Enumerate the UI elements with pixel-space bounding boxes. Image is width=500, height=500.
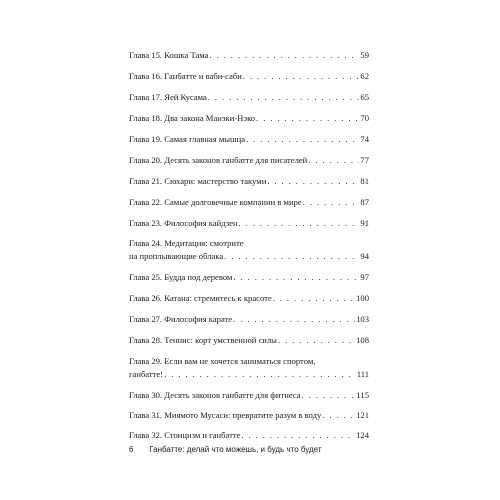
dot-leader (224, 251, 359, 262)
dot-leader (278, 335, 355, 346)
toc-entry (129, 314, 369, 325)
toc-entry (129, 71, 369, 82)
page-number: 59 (360, 50, 369, 60)
page-number: 74 (360, 134, 369, 144)
chapter-title: Глава 23. Философия кайдзен (129, 218, 238, 228)
page-number: 115 (356, 390, 369, 400)
page-number: 65 (360, 92, 369, 102)
chapter-title: ганбатте! (129, 369, 164, 379)
page-number: 87 (360, 197, 369, 207)
chapter-title: Глава 25. Будда под деревом (129, 272, 233, 282)
chapter-title: Глава 27. Философия карате (129, 314, 233, 324)
chapter-title: Глава 17. Яей Кусама (129, 92, 207, 102)
page-number: 111 (356, 369, 369, 379)
dot-leader (322, 410, 355, 421)
toc-entry (129, 293, 369, 304)
toc-entry (129, 390, 369, 401)
dot-leader (267, 176, 359, 187)
dot-leader (210, 50, 360, 61)
page-number: 62 (360, 71, 369, 81)
toc-entry (129, 218, 369, 229)
page-number: 103 (356, 314, 369, 324)
toc-entry (129, 410, 369, 421)
page-number: 121 (356, 410, 369, 420)
toc-entry (129, 335, 369, 346)
page-number: 108 (356, 335, 369, 345)
dot-leader (233, 314, 355, 325)
dot-leader (256, 113, 359, 124)
chapter-title: Глава 30. Десять законов ганбатте для фитнеса (129, 390, 301, 400)
page-number: 97 (360, 272, 369, 282)
chapter-title: Глава 21. Сюхари: мастерство такуми (129, 176, 267, 186)
dot-leader (273, 293, 355, 304)
dot-leader (164, 369, 356, 380)
chapter-title: Глава 20. Десять законов ганбатте для писателей (129, 155, 308, 165)
page-number: 70 (360, 113, 369, 123)
toc-entry (129, 134, 369, 145)
toc-entry (129, 176, 369, 187)
toc-entry (129, 92, 369, 103)
chapter-title: Глава 22. Самые долговечные компании в мире (129, 197, 302, 207)
page-number: 91 (360, 218, 369, 228)
page-number: 94 (360, 251, 369, 261)
chapter-title: Глава 28. Теннис: корт умственной силы (129, 335, 277, 345)
chapter-title: Глава 19. Самая главная мышца (129, 134, 246, 144)
toc-entry (129, 155, 369, 166)
dot-leader (246, 134, 359, 145)
toc-entry (129, 238, 369, 262)
dot-leader (302, 390, 356, 401)
toc-entry (129, 430, 369, 441)
chapter-title: Глава 18. Два закона Манэки-Нэко (129, 113, 256, 123)
chapter-title: Глава 32. Стоицизм и ганбатте (129, 430, 241, 440)
page-number: 100 (356, 293, 369, 303)
dot-leader (303, 197, 360, 208)
chapter-title-line: Глава 24. Медитация: смотрите (129, 238, 244, 248)
toc-entry (129, 356, 369, 380)
running-footer (129, 445, 322, 454)
dot-leader (239, 218, 360, 229)
dot-leader (208, 92, 360, 103)
toc-entry (129, 197, 369, 208)
chapter-title: на проплывающие облака (129, 251, 224, 261)
chapter-title: Глава 31. Миямото Мусаси: превратите разум в воду (129, 410, 322, 420)
toc-entry (129, 50, 369, 61)
dot-leader (308, 155, 359, 166)
chapter-title-line: Глава 29. Если вам не хочется заниматься спортом, (129, 356, 316, 366)
chapter-title: Глава 16. Ганбатте и ваби-саби (129, 71, 242, 81)
page-number: 81 (360, 176, 369, 186)
dot-leader (233, 272, 359, 283)
page-number: 124 (356, 430, 369, 440)
toc-entry (129, 272, 369, 283)
dot-leader (243, 71, 360, 82)
toc-entry (129, 113, 369, 124)
chapter-title: Глава 26. Катана: стремитесь к красоте (129, 293, 272, 303)
footer-page-number: 6 (129, 445, 134, 454)
page-number: 77 (360, 155, 369, 165)
running-title: Ганбатте: делай что можешь, и будь что будет (149, 445, 322, 454)
dot-leader (241, 430, 355, 441)
chapter-title: Глава 15. Кошка Тама (129, 50, 209, 60)
